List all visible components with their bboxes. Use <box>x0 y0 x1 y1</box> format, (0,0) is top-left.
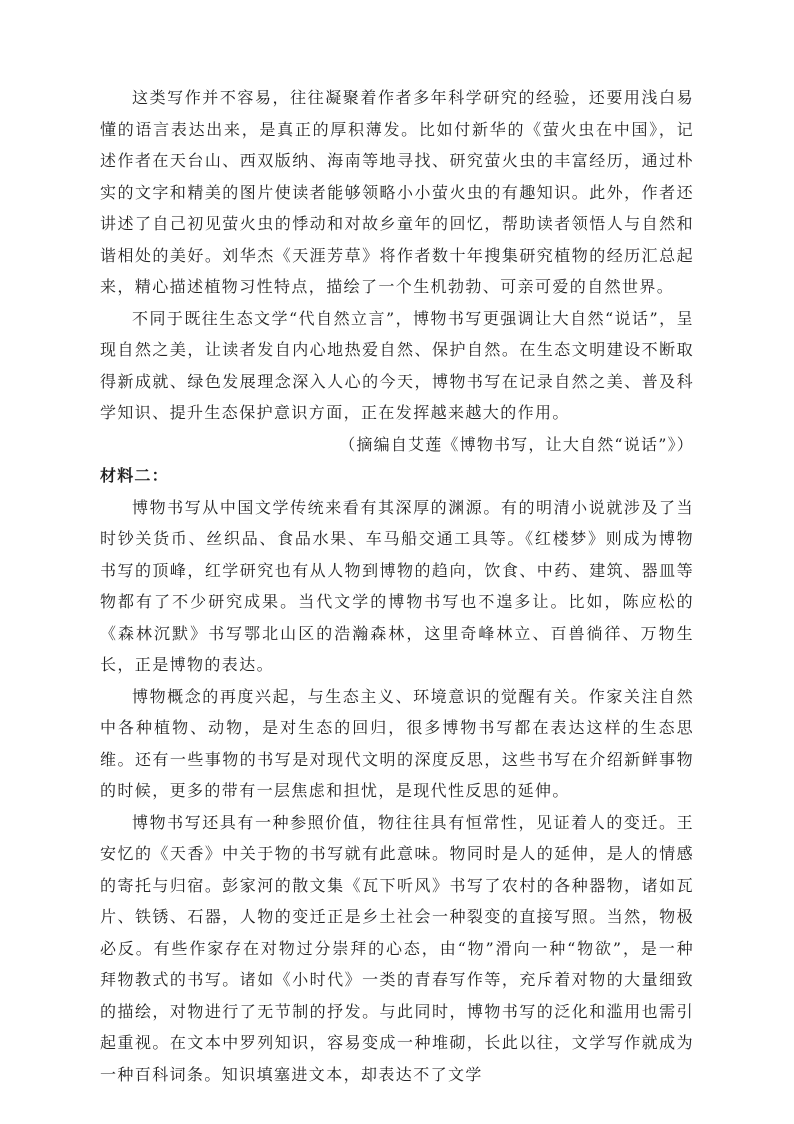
paragraph-reference-value: 博物书写还具有一种参照价值，物往往具有恒常性，见证着人的变迁。王安忆的《天香》中关于物的书写就有此意味。物同时是人的延伸，是人的情感的寄托与归宿。彭家河的散文集《瓦下听风》书写了农村的各种器物，诸如瓦片、铁锈、石器，人物的变迁正是乡土社会一种裂变的直接写照。当然，物极必反。有些作家存在对物过分崇拜的心态，由“物”滑向一种“物欲”，是一种拜物教式的书写。诸如《小时代》一类的青春写作等，充斥着对物的大量细致的描绘，对物进行了无节制的抒发。与此同时，博物书写的泛化和滥用也需引起重视。在文本中罗列知识，容易变成一种堆砌，长此以往，文学写作就成为一种百科词条。知识填塞进文本，却表达不了文学 <box>100 812 694 1084</box>
paragraph-ecological-awareness: 博物概念的再度兴起，与生态主义、环境意识的觉醒有关。作家关注自然中各种植物、动物，是对生态的回归，很多博物书写都在表达这样的生态思维。还有一些事物的书写是对现代文明的深度反思，这些书写在介绍新鲜事物的时候，更多的带有一层焦虑和担忧，是现代性反思的延伸。 <box>100 686 694 800</box>
material-two-heading: 材料二： <box>100 466 169 485</box>
paragraph-literary-tradition: 博物书写从中国文学传统来看有其深厚的渊源。有的明清小说就涉及了当时钞关货币、丝织品、食品水果、车马船交通工具等。《红楼梦》则成为博物书写的顶峰，红学研究也有从人物到博物的趋向，饮食、中药、建筑、器皿等物都有了不少研究成果。当代文学的博物书写也不遑多让。比如，陈应松的《森林沉默》书写鄂北山区的浩瀚森林，这里奇峰林立、百兽徜徉、万物生长，正是博物的表达。 <box>100 497 694 674</box>
paragraph-writing-difficulty: 这类写作并不容易，往往凝聚着作者多年科学研究的经验，还要用浅白易懂的语言表达出来，是真正的厚积薄发。比如付新华的《萤火虫在中国》，记述作者在天台山、西双版纳、海南等地寻找、研究萤火虫的丰富经历，通过朴实的文字和精美的图片使读者能够领略小小萤火虫的有趣知识。此外，作者还讲述了自己初见萤火虫的悸动和对故乡童年的回忆，帮助读者领悟人与自然和谐相处的美好。刘华杰《天涯芳草》将作者数十年搜集研究植物的经历汇总起来，精心描述植物习性特点，描绘了一个生机勃勃、可亲可爱的自然世界。 <box>100 88 694 296</box>
paragraph-nature-speaks: 不同于既往生态文学“代自然立言”，博物书写更强调让大自然“说话”，呈现自然之美，让读者发自内心地热爱自然、保护自然。在生态文明建设不断取得新成就、绿色发展理念深入人心的今天，博物书写在记录自然之美、普及科学知识、提升生态保护意识方面，正在发挥越来越大的作用。 <box>100 308 694 422</box>
source-citation: （摘编自艾莲《博物书写，让大自然“说话”》） <box>339 434 694 454</box>
document-body <box>100 82 694 1090</box>
